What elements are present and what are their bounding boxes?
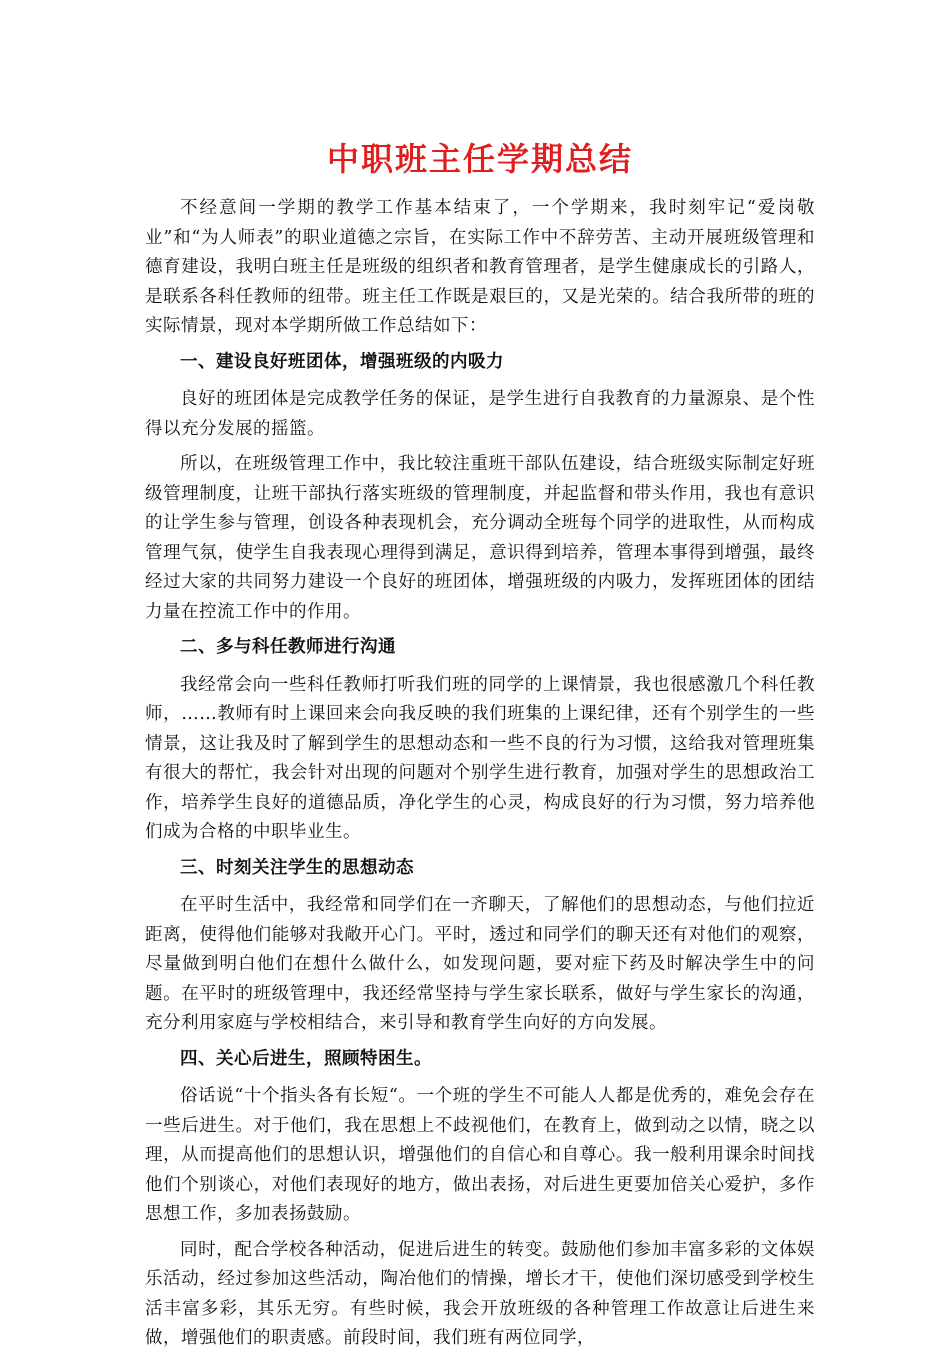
section-1-paragraph-1: 良好的班团体是完成教学任务的保证，是学生进行自我教育的力量源泉、是个性得以充分发展的摇篮。	[145, 389, 815, 439]
section-heading-3: 三、时刻关注学生的思想动态	[180, 857, 414, 878]
section-heading-1: 一、建设良好班团体，增强班级的内吸力	[180, 351, 504, 372]
section-heading-4: 四、关心后进生，照顾特困生。	[180, 1048, 432, 1069]
section-3-paragraph-1: 在平时生活中，我经常和同学们在一齐聊天，了解他们的思想动态，与他们拉近距离，使得他们能够对我敞开心门。平时，透过和同学们的聊天还有对他们的观察，尽量做到明白他们在想什么做什么，如发现问题，要对症下药及时解决学生中的问题。在平时的班级管理中，我还经常坚持与学生家长联系，做好与学生家长的沟通，充分利用家庭与学校相结合，来引导和教育学生向好的方向发展。	[145, 895, 815, 1033]
document-title: 中职班主任学期总结	[326, 140, 633, 178]
section-4-paragraph-2: 同时，配合学校各种活动，促进后进生的转变。鼓励他们参加丰富多彩的文体娱乐活动，经过参加这些活动，陶冶他们的情操，增长才干，使他们深切感受到学校生活丰富多彩，其乐无穷。有些时候，我会开放班级的各种管理工作故意让后进生来做，增强他们的职责感。前段时间，我们班有两位同学，	[145, 1239, 815, 1348]
document-page	[145, 136, 815, 1360]
intro-paragraph: 不经意间一学期的教学工作基本结束了，一个学期来，我时刻牢记“爱岗敬业”和“为人师表”的职业道德之宗旨，在实际工作中不辞劳苦、主动开展班级管理和德育建设，我明白班主任是班级的组织者和教育管理者，是学生健康成长的引路人，是联系各科任教师的纽带。班主任工作既是艰巨的，又是光荣的。结合我所带的班的实际情景，现对本学期所做工作总结如下：	[145, 198, 815, 336]
section-1-paragraph-2: 所以，在班级管理工作中，我比较注重班干部队伍建设，结合班级实际制定好班级管理制度，让班干部执行落实班级的管理制度，并起监督和带头作用，我也有意识的让学生参与管理，创设各种表现机会，充分调动全班每个同学的进取性，从而构成管理气氛，使学生自我表现心理得到满足，意识得到培养，管理本事得到增强，最终经过大家的共同努力建设一个良好的班团体，增强班级的内吸力，发挥班团体的团结力量在控流工作中的作用。	[145, 454, 815, 622]
section-4-paragraph-1: 俗话说“十个指头各有长短“。一个班的学生不可能人人都是优秀的，难免会存在一些后进生。对于他们，我在思想上不歧视他们，在教育上，做到动之以情，晓之以理，从而提高他们的思想认识，增强他们的自信心和自尊心。我一般利用课余时间找他们个别谈心，对他们表现好的地方，做出表扬，对后进生更要加倍关心爱护，多作思想工作，多加表扬鼓励。	[145, 1086, 815, 1224]
section-2-paragraph-1: 我经常会向一些科任教师打听我们班的同学的上课情景，我也很感激几个科任教师，……教师有时上课回来会向我反映的我们班集的上课纪律，还有个别学生的一些情景，这让我及时了解到学生的思想动态和一些不良的行为习惯，这给我对管理班集有很大的帮忙，我会针对出现的问题对个别学生进行教育，加强对学生的思想政治工作，培养学生良好的道德品质，净化学生的心灵，构成良好的行为习惯，努力培养他们成为合格的中职毕业生。	[145, 674, 815, 842]
section-heading-2: 二、多与科任教师进行沟通	[180, 637, 396, 657]
